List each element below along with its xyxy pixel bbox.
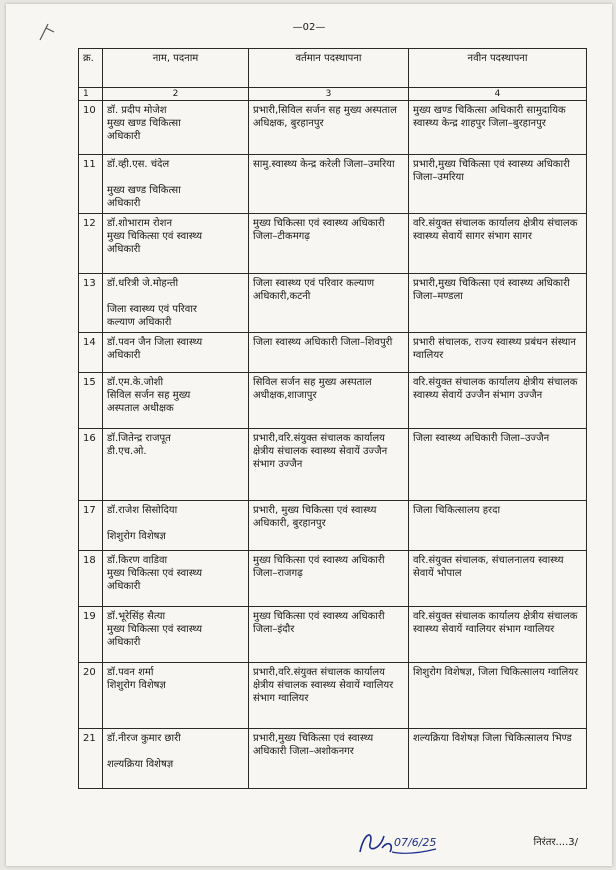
name-line bbox=[107, 517, 244, 530]
row-sno: 18 bbox=[79, 551, 103, 607]
name-line: डॉ. प्रदीप मोजेश bbox=[107, 105, 167, 116]
row-sno: 20 bbox=[79, 663, 103, 729]
column-number: 2 bbox=[103, 88, 249, 101]
row-new-posting: जिला चिकित्सालय हरदा bbox=[409, 501, 587, 551]
row-new-posting: शल्यक्रिया विशेषज्ञ जिला चिकित्सालय भिण्ड bbox=[409, 729, 587, 789]
name-line: अधिकारी bbox=[107, 637, 141, 648]
name-line: अस्पताल अधीक्षक bbox=[107, 403, 174, 414]
name-line: अधिकारी bbox=[107, 131, 141, 142]
table-row bbox=[79, 607, 587, 663]
name-line: जिला स्वास्थ्य एवं परिवार bbox=[107, 304, 197, 315]
row-current-posting: सामु.स्वास्थ्य केन्द्र करेली जिला–उमरिया bbox=[249, 155, 409, 214]
name-line: मुख्य चिकित्सा एवं स्वास्थ्य bbox=[107, 231, 203, 242]
table-body bbox=[79, 101, 587, 789]
row-name-designation bbox=[103, 551, 249, 607]
table-row bbox=[79, 155, 587, 214]
row-new-posting: मुख्य खण्ड चिकित्सा अधिकारी सामुदायिक स्वास्थ्य केन्द्र शाहपुर जिला–बुरहानपुर bbox=[409, 101, 587, 155]
table-row bbox=[79, 214, 587, 274]
row-current-posting: जिला स्वास्थ्य एवं परिवार कल्याण अधिकारी,कटनी bbox=[249, 274, 409, 333]
row-name-designation bbox=[103, 333, 249, 373]
name-line: डी.एच.ओ. bbox=[107, 446, 147, 457]
name-line: डॉ.धरित्री जे.मोहन्ती bbox=[107, 278, 179, 289]
name-line: डॉ.एम.के.जोशी bbox=[107, 377, 164, 388]
row-name-designation bbox=[103, 429, 249, 501]
table-row bbox=[79, 501, 587, 551]
name-line: सिविल सर्जन सह मुख्य bbox=[107, 390, 191, 401]
name-line: डॉ.पवन जैन जिला स्वास्थ्य bbox=[107, 337, 203, 348]
row-name-designation bbox=[103, 101, 249, 155]
row-sno: 16 bbox=[79, 429, 103, 501]
row-new-posting: प्रभारी,मुख्य चिकित्सा एवं स्वास्थ्य अधिकारी जिला–उमरिया bbox=[409, 155, 587, 214]
row-name-designation bbox=[103, 373, 249, 429]
table-header-row bbox=[79, 49, 587, 88]
name-line: डॉ.जितेन्द्र राजपूत bbox=[107, 433, 171, 444]
row-current-posting: प्रभारी,वरि.संयुक्त संचालक कार्यालय क्षेत्रीय संचालक स्वास्थ्य सेवायें ग्वालियर संभाग ग्वालियर bbox=[249, 663, 409, 729]
name-line bbox=[107, 745, 244, 758]
column-number: 3 bbox=[249, 88, 409, 101]
row-current-posting: सिविल सर्जन सह मुख्य अस्पताल अधीक्षक,शाजापुर bbox=[249, 373, 409, 429]
table-row bbox=[79, 333, 587, 373]
header-name: नाम, पदनाम bbox=[103, 49, 249, 88]
name-line: शल्यक्रिया विशेषज्ञ bbox=[107, 759, 174, 770]
row-sno: 21 bbox=[79, 729, 103, 789]
table-row bbox=[79, 729, 587, 789]
row-sno: 15 bbox=[79, 373, 103, 429]
row-name-designation bbox=[103, 729, 249, 789]
row-sno: 13 bbox=[79, 274, 103, 333]
name-line: शिशुरोग विशेषज्ञ bbox=[107, 531, 166, 542]
name-line: अधिकारी bbox=[107, 198, 141, 209]
column-number: 4 bbox=[409, 88, 587, 101]
continued-note: निरंतर....3/ bbox=[533, 837, 578, 848]
transfer-table bbox=[78, 48, 587, 789]
row-current-posting: प्रभारी, मुख्य चिकित्सा एवं स्वास्थ्य अधिकारी, बुरहानपुर bbox=[249, 501, 409, 551]
header-sno: क्र. bbox=[79, 49, 103, 88]
row-current-posting: मुख्य चिकित्सा एवं स्वास्थ्य अधिकारी जिला–राजगढ़ bbox=[249, 551, 409, 607]
signature-date: 07/6/25 bbox=[394, 836, 437, 849]
row-name-designation bbox=[103, 214, 249, 274]
column-number-row bbox=[79, 88, 587, 101]
name-line: कल्याण अधिकारी bbox=[107, 317, 172, 328]
row-new-posting: जिला स्वास्थ्य अधिकारी जिला–उज्जैन bbox=[409, 429, 587, 501]
row-sno: 10 bbox=[79, 101, 103, 155]
row-new-posting: वरि.संयुक्त संचालक कार्यालय क्षेत्रीय संचालक स्वास्थ्य सेवायें ग्वालियर संभाग ग्वालियर bbox=[409, 607, 587, 663]
row-current-posting: जिला स्वास्थ्य अधिकारी जिला–शिवपुरी bbox=[249, 333, 409, 373]
row-current-posting: मुख्य चिकित्सा एवं स्वास्थ्य अधिकारी जिला–टीकमगढ़ bbox=[249, 214, 409, 274]
name-line bbox=[107, 171, 244, 184]
signature-image bbox=[354, 822, 444, 862]
row-current-posting: प्रभारी,मुख्य चिकित्सा एवं स्वास्थ्य अधिकारी जिला–अशोकनगर bbox=[249, 729, 409, 789]
row-sno: 19 bbox=[79, 607, 103, 663]
row-sno: 17 bbox=[79, 501, 103, 551]
name-line: डॉ.शोभाराम रोशन bbox=[107, 218, 172, 229]
name-line bbox=[107, 290, 244, 303]
header-current-posting: वर्तमान पदस्थापना bbox=[249, 49, 409, 88]
row-current-posting: प्रभारी,वरि.संयुक्त संचालक कार्यालय क्षेत्रीय संचालक स्वास्थ्य सेवायें उज्जैन संभाग उज्जैन bbox=[249, 429, 409, 501]
name-line: अधिकारी bbox=[107, 350, 141, 361]
name-line: अधिकारी bbox=[107, 244, 141, 255]
name-line: शिशुरोग विशेषज्ञ bbox=[107, 680, 166, 691]
name-line: डॉ.पवन शर्मा bbox=[107, 667, 154, 678]
name-line: डॉ.भूरेसिंह सैत्या bbox=[107, 611, 166, 622]
row-current-posting: मुख्य चिकित्सा एवं स्वास्थ्य अधिकारी जिला–इंदौर bbox=[249, 607, 409, 663]
row-name-designation bbox=[103, 155, 249, 214]
table-row bbox=[79, 274, 587, 333]
table-row bbox=[79, 429, 587, 501]
name-line: डॉ.व्ही.एस. चंदेल bbox=[107, 159, 170, 170]
row-new-posting: वरि.संयुक्त संचालक, संचालनालय स्वास्थ्य सेवायें भोपाल bbox=[409, 551, 587, 607]
row-sno: 12 bbox=[79, 214, 103, 274]
name-line: मुख्य चिकित्सा एवं स्वास्थ्य bbox=[107, 568, 203, 579]
row-current-posting: प्रभारी,सिविल सर्जन सह मुख्य अस्पताल अधिक्षक, बुरहानपुर bbox=[249, 101, 409, 155]
name-line: मुख्य खण्ड चिकित्सा bbox=[107, 185, 181, 196]
column-number: 1 bbox=[79, 88, 103, 101]
name-line: मुख्य चिकित्सा एवं स्वास्थ्य bbox=[107, 624, 203, 635]
document-page bbox=[6, 4, 612, 866]
header-new-posting: नवीन पदस्थापना bbox=[409, 49, 587, 88]
row-sno: 11 bbox=[79, 155, 103, 214]
name-line: डॉ.नीरज कुमार छारी bbox=[107, 733, 181, 744]
page-number: —02— bbox=[292, 22, 326, 33]
name-line: डॉ.राजेश सिसोदिया bbox=[107, 505, 178, 516]
table-row bbox=[79, 101, 587, 155]
row-sno: 14 bbox=[79, 333, 103, 373]
table-row bbox=[79, 373, 587, 429]
row-name-designation bbox=[103, 501, 249, 551]
table-row bbox=[79, 551, 587, 607]
row-new-posting: प्रभारी,मुख्य चिकित्सा एवं स्वास्थ्य अधिकारी जिला–मण्डला bbox=[409, 274, 587, 333]
table-row bbox=[79, 663, 587, 729]
row-new-posting: प्रभारी संचालक, राज्य स्वास्थ्य प्रबंधन संस्थान ग्वालियर bbox=[409, 333, 587, 373]
name-line: डॉ.किरण वाडिवा bbox=[107, 555, 168, 566]
name-line: अधिकारी bbox=[107, 581, 141, 592]
row-name-designation bbox=[103, 274, 249, 333]
row-name-designation bbox=[103, 663, 249, 729]
row-name-designation bbox=[103, 607, 249, 663]
row-new-posting: वरि.संयुक्त संचालक कार्यालय क्षेत्रीय संचालक स्वास्थ्य सेवायें उज्जैन संभाग उज्जैन bbox=[409, 373, 587, 429]
name-line: मुख्य खण्ड चिकित्सा bbox=[107, 118, 181, 129]
row-new-posting: वरि.संयुक्त संचालक कार्यालय क्षेत्रीय संचालक स्वास्थ्य सेवायें सागर संभाग सागर bbox=[409, 214, 587, 274]
row-new-posting: शिशुरोग विशेषज्ञ, जिला चिकित्सालय ग्वालियर bbox=[409, 663, 587, 729]
